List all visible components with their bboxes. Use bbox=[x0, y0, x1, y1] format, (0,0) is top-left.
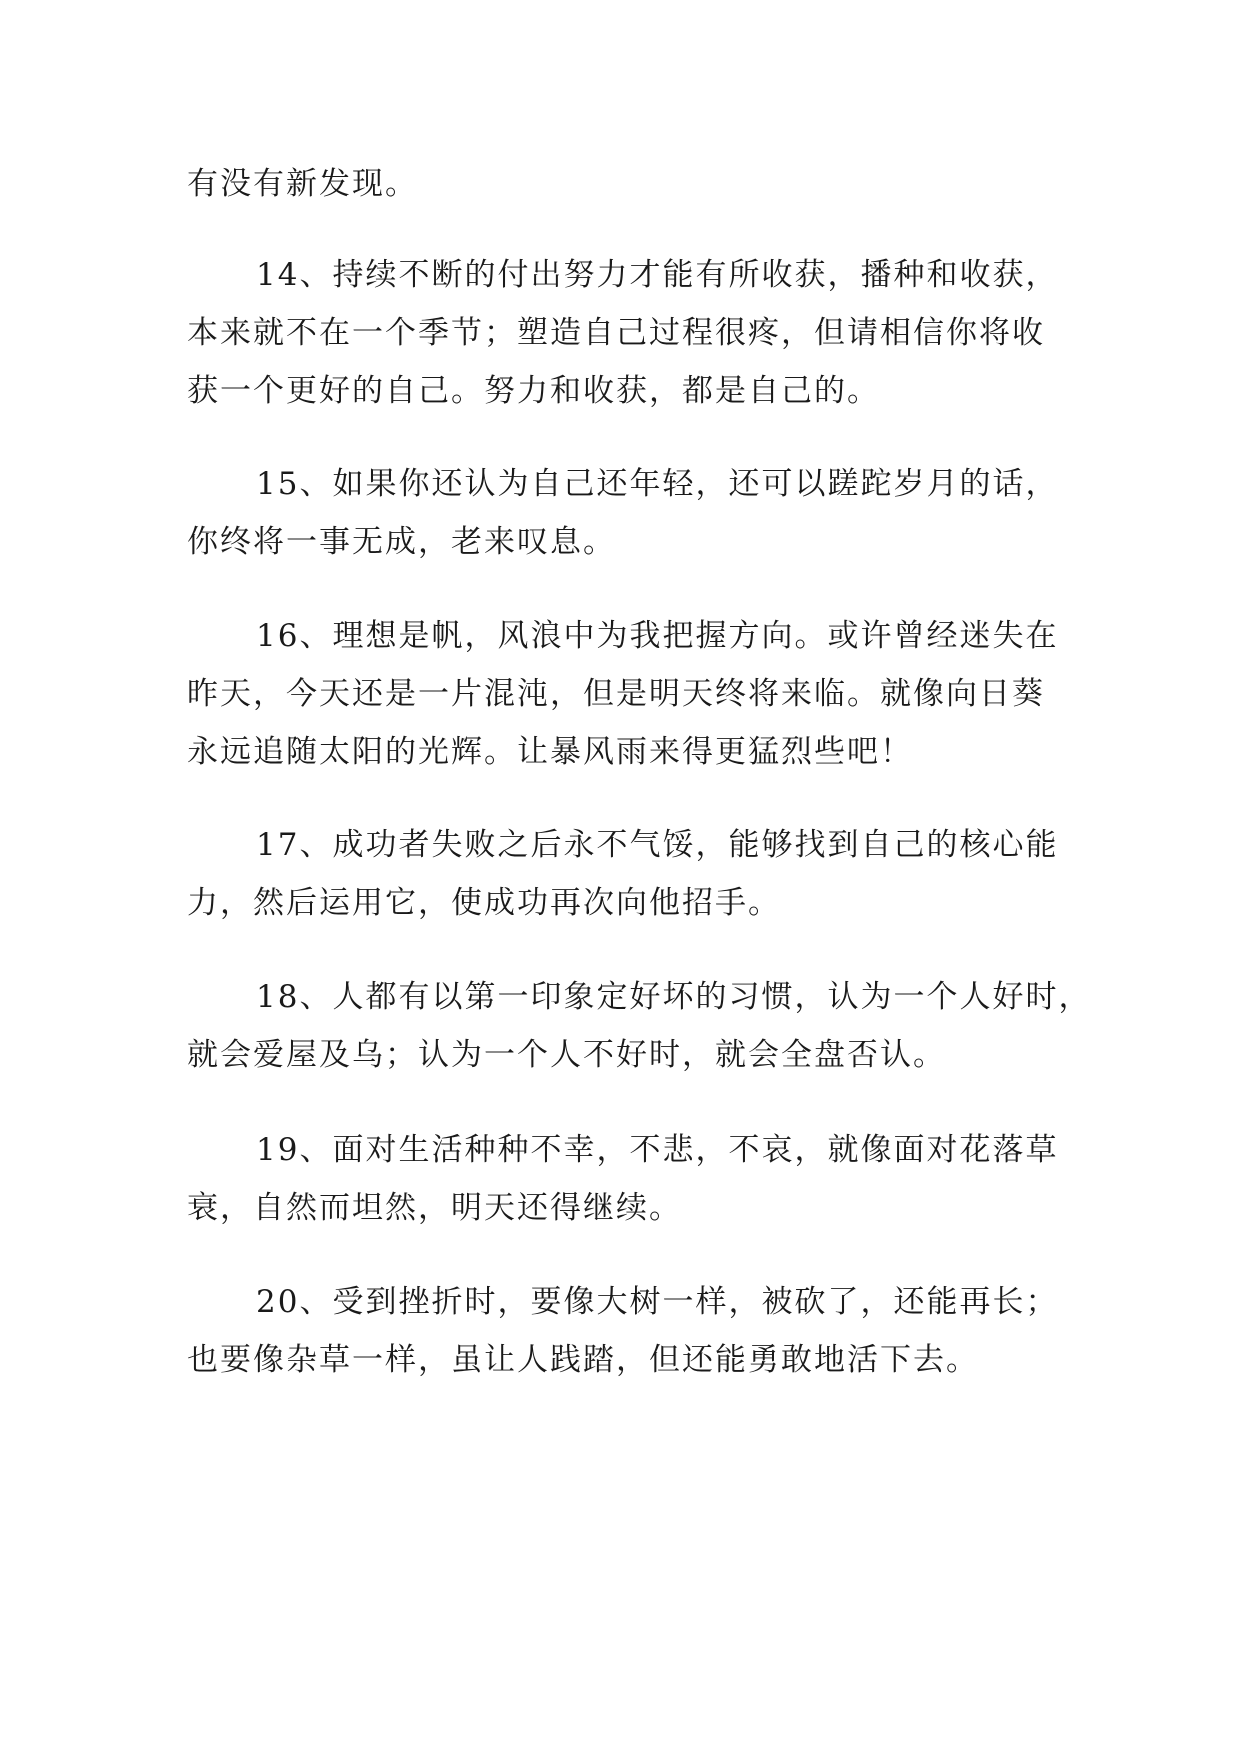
paragraph-13-continuation bbox=[187, 155, 418, 213]
paragraph-18 bbox=[187, 968, 1091, 1084]
paragraph-line: 17、成功者失败之后永不气馁，能够找到自己的核心能 bbox=[256, 827, 1059, 863]
paragraph-19 bbox=[187, 1121, 1058, 1237]
paragraph-16 bbox=[187, 607, 1058, 781]
paragraph-line: 衰，自然而坦然，明天还得继续。 bbox=[187, 1190, 682, 1226]
paragraph-line: 15、如果你还认为自己还年轻，还可以蹉跎岁月的话， bbox=[256, 466, 1059, 502]
paragraph-14 bbox=[187, 246, 1058, 420]
paragraph-line: 本来就不在一个季节；塑造自己过程很疼，但请相信你将收 bbox=[187, 315, 1045, 351]
paragraph-line: 16、理想是帆，风浪中为我把握方向。或许曾经迷失在 bbox=[256, 618, 1059, 654]
paragraph-20 bbox=[187, 1273, 1058, 1389]
paragraph-17 bbox=[187, 816, 1058, 932]
paragraph-line: 也要像杂草一样，虽让人践踏，但还能勇敢地活下去。 bbox=[187, 1342, 979, 1378]
paragraph-line: 20、受到挫折时，要像大树一样，被砍了，还能再长； bbox=[256, 1284, 1059, 1320]
paragraph-line: 14、持续不断的付出努力才能有所收获，播种和收获， bbox=[256, 257, 1059, 293]
paragraph-line: 你终将一事无成，老来叹息。 bbox=[187, 524, 616, 560]
paragraph-line: 有没有新发现。 bbox=[187, 166, 418, 202]
paragraph-line: 18、人都有以第一印象定好坏的习惯，认为一个人好时， bbox=[256, 979, 1092, 1015]
paragraph-line: 永远追随太阳的光辉。让暴风雨来得更猛烈些吧！ bbox=[187, 734, 913, 770]
paragraph-line: 获一个更好的自己。努力和收获，都是自己的。 bbox=[187, 373, 880, 409]
paragraph-line: 昨天，今天还是一片混沌，但是明天终将来临。就像向日葵 bbox=[187, 676, 1045, 712]
paragraph-line: 就会爱屋及乌；认为一个人不好时，就会全盘否认。 bbox=[187, 1037, 946, 1073]
paragraph-line: 19、面对生活种种不幸，不悲，不哀，就像面对花落草 bbox=[256, 1132, 1059, 1168]
paragraph-15 bbox=[187, 455, 1058, 571]
paragraph-line: 力，然后运用它，使成功再次向他招手。 bbox=[187, 885, 781, 921]
